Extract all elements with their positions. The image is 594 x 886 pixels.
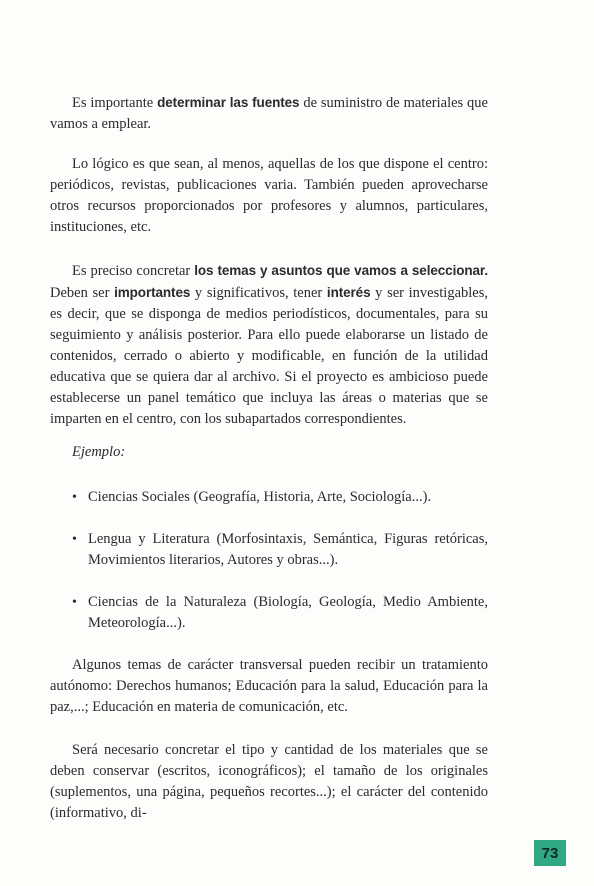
- paragraph-logic: Lo lógico es que sean, al menos, aquellas de los que dispone el centro: periódicos, revistas, publicaciones varia. También pueden aprovecharse otros recursos proporcionados por profesores y alumnos, particulares, instituciones, etc.: [50, 156, 488, 235]
- paragraph-topics-mid-1: Deben ser: [50, 285, 115, 301]
- list-item: [72, 529, 488, 571]
- list-item: [72, 487, 488, 508]
- paragraph-sources-bold: determinar las fuentes: [157, 95, 300, 110]
- paragraph-transversal: Algunos temas de carácter transversal pueden recibir un tratamiento autónomo: Derechos humanos; Educación para la salud, Educación para la paz,...; Educación en materia de comunicación, etc.: [50, 657, 488, 715]
- example-label: Ejemplo:: [72, 444, 126, 460]
- bullet-icon: •: [72, 532, 77, 547]
- list-item: [72, 592, 488, 634]
- page-number: 73: [534, 840, 566, 866]
- paragraph-topics-mid-2: y significativos, tener: [190, 285, 327, 301]
- paragraph-topics-bold-3: interés: [326, 285, 371, 300]
- paragraph-topics: [50, 260, 488, 430]
- bullet-icon: •: [72, 490, 77, 505]
- paragraph-topics-bold-2: importantes: [114, 285, 191, 300]
- paragraph-materials: Será necesario concretar el tipo y cantidad de los materiales que se deben conservar (escritos, iconográficos); el tamaño de los originales (suplementos, una página, pequeños recortes...); el carácter del contenido (informativo, di-: [50, 742, 488, 821]
- paragraph-topics-post: y ser investigables, es decir, que se disponga de medios periodísticos, documentales, para su seguimiento y análisis posterior. Para ello puede elaborarse un listado de contenidos, cerrado o abierto y modificable, en función de la utilidad educativa que se quiera dar al archivo. Si el proyecto es ambicioso puede establecerse un panel temático que incluya las áreas o materias que se imparten en el centro, con los subapartados correspondientes.: [50, 285, 488, 427]
- list-item-text: Ciencias Sociales (Geografía, Historia, Arte, Sociología...).: [88, 489, 432, 505]
- paragraph-topics-pre: Es preciso concretar: [72, 263, 195, 279]
- paragraph-sources-post: de suministro de materiales que vamos a emplear.: [50, 95, 488, 132]
- list-item-text: Lengua y Literatura (Morfosintaxis, Semántica, Figuras retóricas, Movimientos literarios, Autores y obras...).: [88, 531, 488, 568]
- paragraph-sources-pre: Es importante: [72, 95, 158, 111]
- bullet-icon: •: [72, 595, 77, 610]
- paragraph-topics-bold-1: los temas y asuntos que vamos a seleccionar.: [194, 263, 488, 278]
- list-item-text: Ciencias de la Naturaleza (Biología, Geología, Medio Ambiente, Meteorología...).: [88, 594, 488, 631]
- paragraph-sources: [50, 92, 488, 135]
